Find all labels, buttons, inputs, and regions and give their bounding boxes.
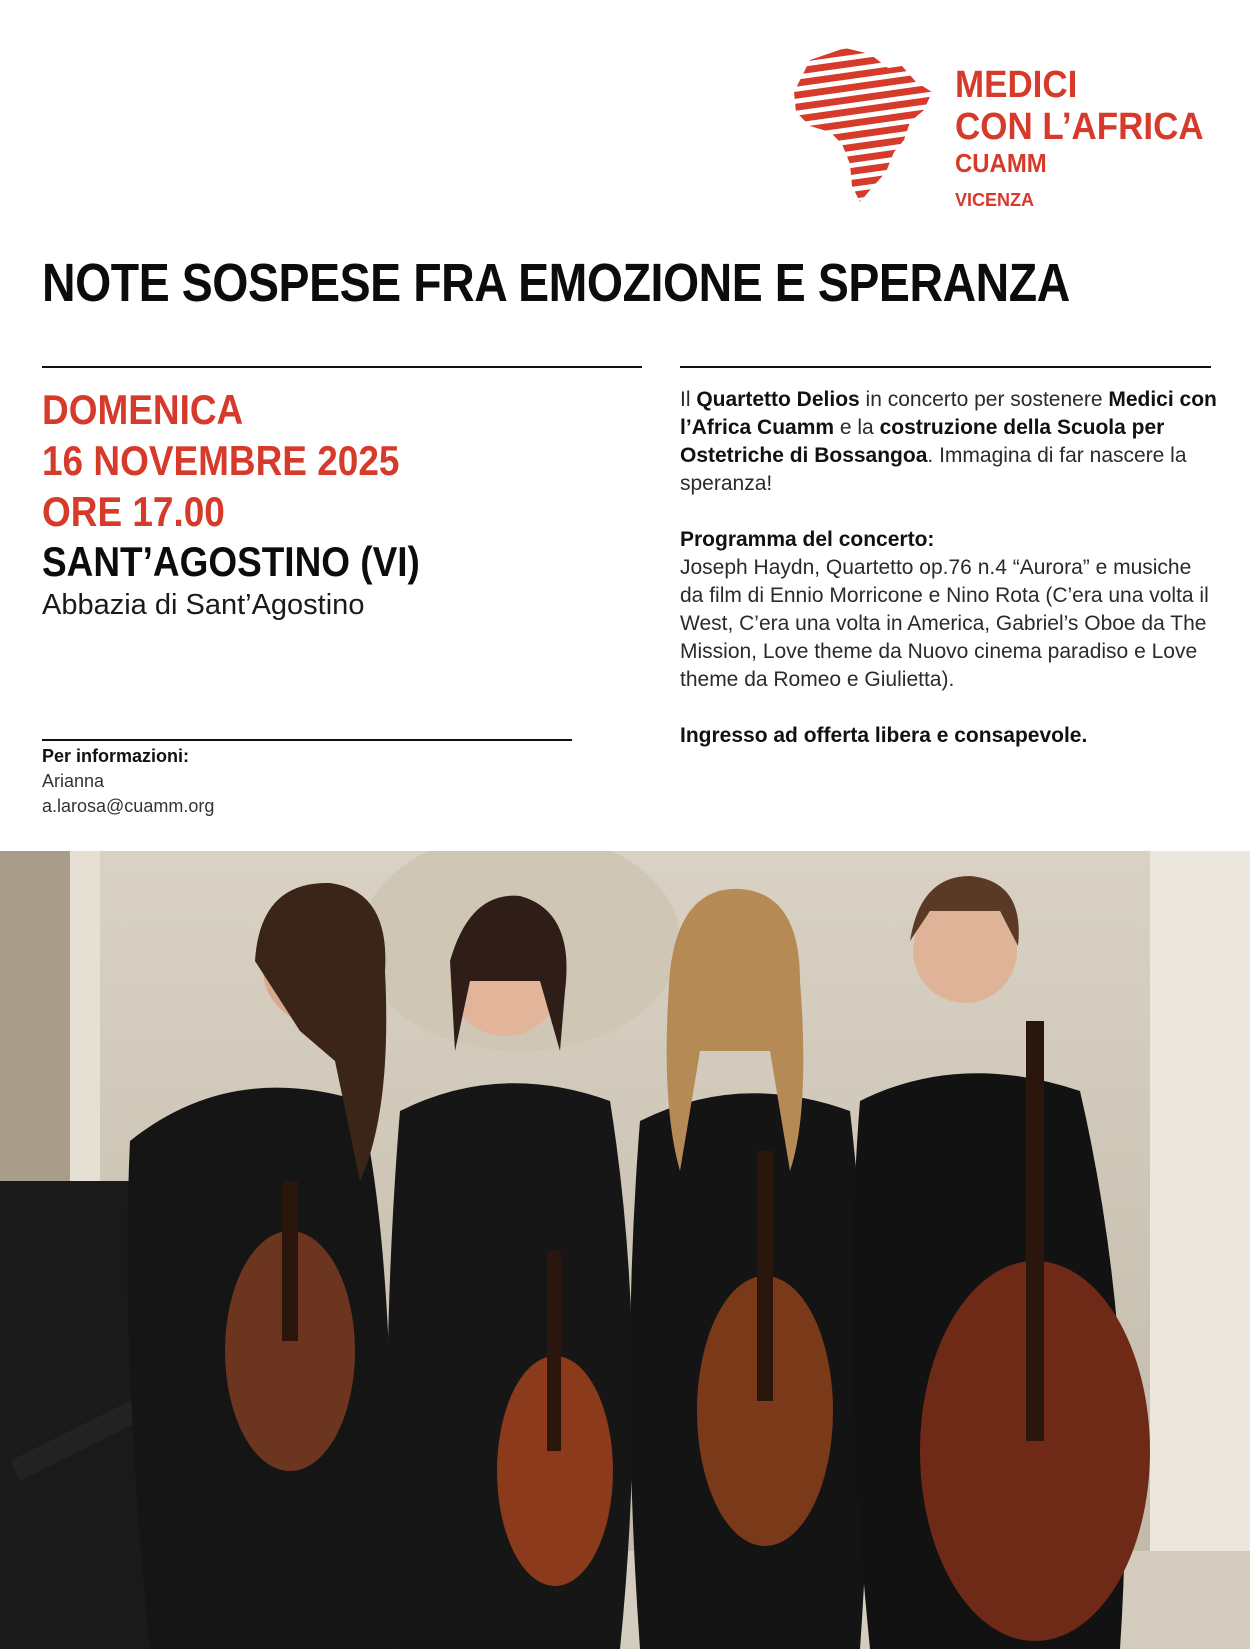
logo-wordmark bbox=[955, 64, 1225, 212]
intro-project: costruzione della Scuola per Ostetriche di Bossangoa bbox=[680, 416, 1165, 467]
intro-text: in concerto per sostenere bbox=[859, 388, 1109, 411]
event-time: ORE 17.00 bbox=[42, 488, 225, 535]
description-intro bbox=[680, 386, 1220, 498]
event-description bbox=[680, 386, 1220, 750]
page-title: NOTE SOSPESE FRA EMOZIONE E SPERANZA bbox=[42, 253, 1070, 313]
cuamm-logo bbox=[790, 40, 1210, 210]
contact-label: Per informazioni: bbox=[42, 746, 190, 766]
event-place: SANT’AGOSTINO (VI) bbox=[42, 538, 420, 585]
contact-name: Arianna bbox=[42, 771, 105, 791]
intro-text: Il bbox=[680, 388, 697, 411]
logo-line-4: VICENZA bbox=[955, 190, 1035, 210]
event-details bbox=[42, 384, 471, 623]
intro-org: Medici con l’Africa Cuamm bbox=[680, 388, 1217, 439]
divider-left bbox=[42, 366, 642, 368]
divider-right bbox=[680, 366, 1211, 368]
program-title: Programma del concerto: bbox=[680, 528, 935, 551]
photo-illustration bbox=[0, 851, 1250, 1649]
quartet-photo bbox=[0, 851, 1250, 1649]
event-date: 16 NOVEMBRE 2025 bbox=[42, 437, 400, 484]
intro-text: e la bbox=[834, 416, 880, 439]
contact-email: a.larosa@cuamm.org bbox=[42, 796, 215, 816]
logo-line-1: MEDICI bbox=[955, 64, 1078, 106]
entry-note: Ingresso ad offerta libera e consapevole. bbox=[680, 724, 1088, 747]
event-venue: Abbazia di Sant’Agostino bbox=[42, 589, 365, 621]
program-text: Joseph Haydn, Quartetto op.76 n.4 “Aurora” e musiche da film di Ennio Morricone e Nino Rota (C’era una volta il West, C’era una volta in America, Gabriel’s Oboe da The Mission, Love theme da Nuovo cinema paradiso e Love theme da Romeo e Giulietta). bbox=[680, 556, 1209, 691]
logo-line-2: CON L’AFRICA bbox=[955, 106, 1204, 148]
intro-text: . Immagina di far nascere la speranza! bbox=[680, 444, 1187, 495]
logo-line-3: CUAMM bbox=[955, 148, 1047, 178]
intro-quartet: Quartetto Delios bbox=[696, 388, 860, 411]
divider-info bbox=[42, 739, 572, 741]
contact-info bbox=[42, 744, 214, 819]
event-day: DOMENICA bbox=[42, 386, 244, 433]
africa-map-logo-icon bbox=[790, 40, 940, 210]
